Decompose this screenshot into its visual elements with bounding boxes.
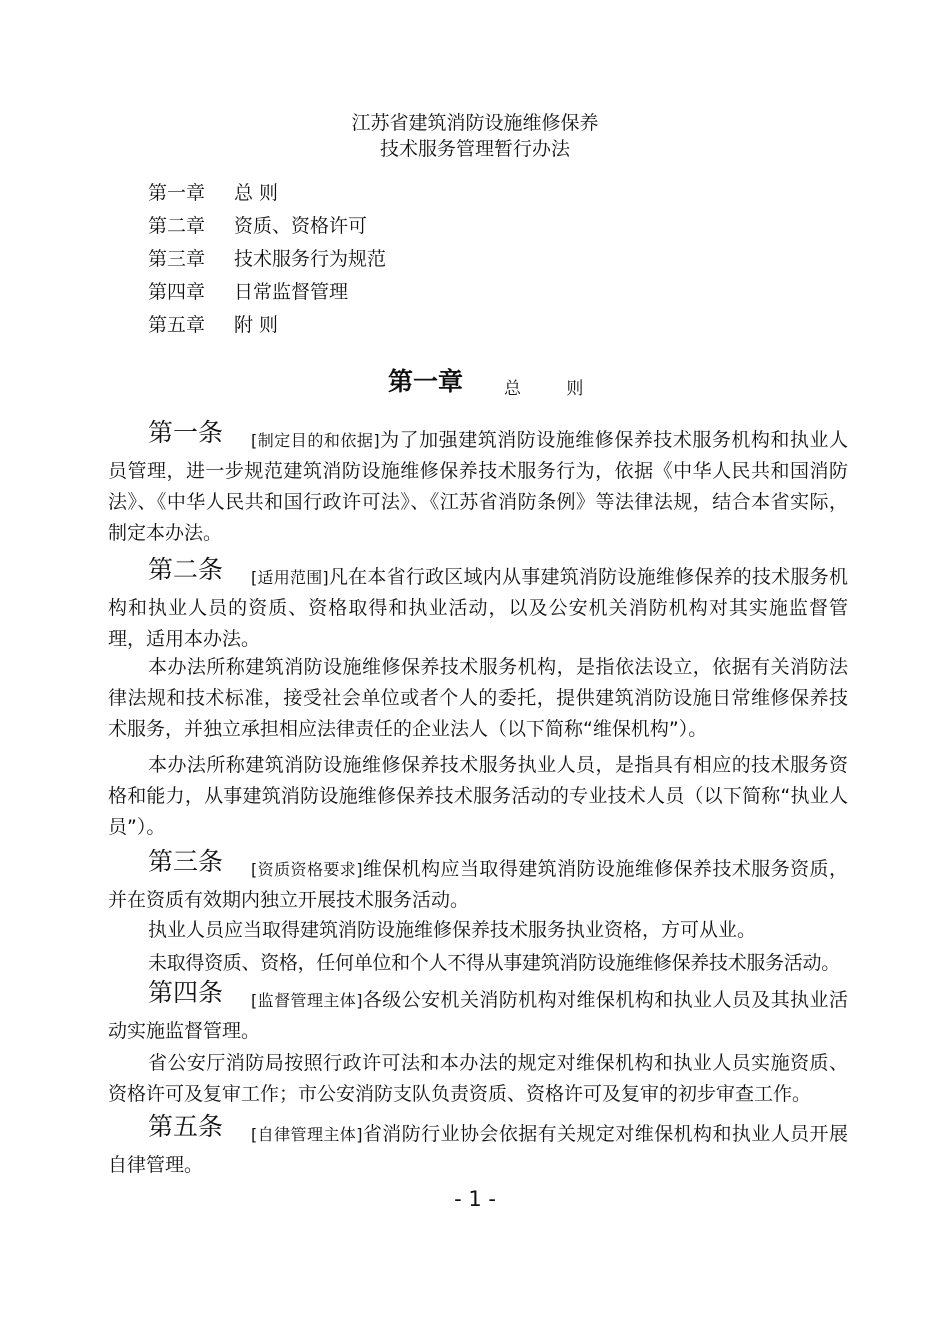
toc-item — [148, 211, 386, 244]
article-2-paragraph-2: 本办法所称建筑消防设施维修保养技术服务机构，是指依法设立，依据有关消防法律法规和技术标准，接受社会单位或者个人的委托，提供建筑消防设施日常维修保养技术服务，并独立承担相应法律责任的企业法人（以下简称“维保机构”）。 — [108, 656, 848, 740]
article-label: 第三条 — [148, 847, 224, 876]
article-5 — [108, 1112, 848, 1181]
article-label: 第二条 — [148, 555, 224, 584]
article-tag: [制定目的和依据] — [251, 431, 380, 450]
article-text: 凡在本省行政区域内从事建筑消防设施维修保养的技术服务机构和执业人员的资质、资格取得和执业活动，以及公安机关消防机构对其实施监督管理，适用本办法。 — [108, 566, 848, 650]
chapter-name: 总 则 — [504, 379, 604, 399]
toc-item — [148, 310, 386, 343]
chapter-number: 第一章 — [388, 367, 464, 396]
article-text: 维保机构应当取得建筑消防设施维修保养技术服务资质，并在资质有效期内独立开展技术服务活动。 — [108, 858, 848, 911]
document-title-line2: 技术服务管理暂行办法 — [379, 138, 570, 160]
toc-chapter-name: 资质、资格许可 — [234, 215, 368, 237]
toc-chapter-number: 第二章 — [148, 215, 206, 237]
table-of-contents — [148, 178, 386, 343]
toc-chapter-name: 总 则 — [234, 182, 279, 204]
toc-chapter-name: 技术服务行为规范 — [234, 248, 387, 270]
article-text: 为了加强建筑消防设施维修保养技术服务机构和执业人员管理，进一步规范建筑消防设施维修保养技术服务行为，依据《中华人民共和国消防法》、《中华人民共和国行政许可法》、《江苏省消防条例》等法律法规，结合本省实际，制定本办法。 — [108, 429, 848, 544]
article-4-paragraph-2: 省公安厅消防局按照行政许可法和本办法的规定对维保机构和执业人员实施资质、资格许可及复审工作；市公安消防支队负责资质、资格许可及复审的初步审查工作。 — [108, 1052, 848, 1105]
article-tag: [监督管理主体] — [251, 991, 363, 1010]
toc-chapter-number: 第四章 — [148, 281, 206, 303]
toc-chapter-number: 第三章 — [148, 248, 206, 270]
article-4 — [108, 978, 848, 1047]
toc-item — [148, 277, 386, 310]
article-3-paragraph-3: 未取得资质、资格，任何单位和个人不得从事建筑消防设施维修保养技术服务活动。 — [148, 952, 840, 974]
article-label: 第五条 — [148, 1112, 224, 1141]
article-3-paragraph-2: 执业人员应当取得建筑消防设施维修保养技术服务执业资格，方可从业。 — [148, 919, 757, 941]
toc-item — [148, 178, 386, 211]
article-3 — [108, 847, 848, 916]
page-number: - 1 - — [454, 1187, 496, 1211]
toc-chapter-name: 附 则 — [234, 314, 279, 336]
toc-chapter-number: 第五章 — [148, 314, 206, 336]
article-label: 第一条 — [148, 418, 224, 447]
article-1 — [108, 418, 848, 549]
toc-chapter-name: 日常监督管理 — [234, 281, 349, 303]
toc-chapter-number: 第一章 — [148, 182, 206, 204]
article-text: 省消防行业协会依据有关规定对维保机构和执业人员开展自律管理。 — [108, 1123, 848, 1176]
toc-item — [148, 244, 386, 277]
article-tag: [适用范围] — [251, 568, 329, 587]
article-2 — [108, 555, 848, 655]
article-2-paragraph-3: 本办法所称建筑消防设施维修保养技术服务执业人员，是指具有相应的技术服务资格和能力，从事建筑消防设施维修保养技术服务活动的专业技术人员（以下简称“执业人员”）。 — [108, 754, 848, 838]
article-tag: [自律管理主体] — [251, 1125, 363, 1144]
article-label: 第四条 — [148, 978, 224, 1007]
article-tag: [资质资格要求] — [251, 860, 363, 879]
article-text: 各级公安机关消防机构对维保机构和执业人员及其执业活动实施监督管理。 — [108, 989, 848, 1042]
document-title-line1: 江苏省建筑消防设施维修保养 — [351, 112, 599, 134]
